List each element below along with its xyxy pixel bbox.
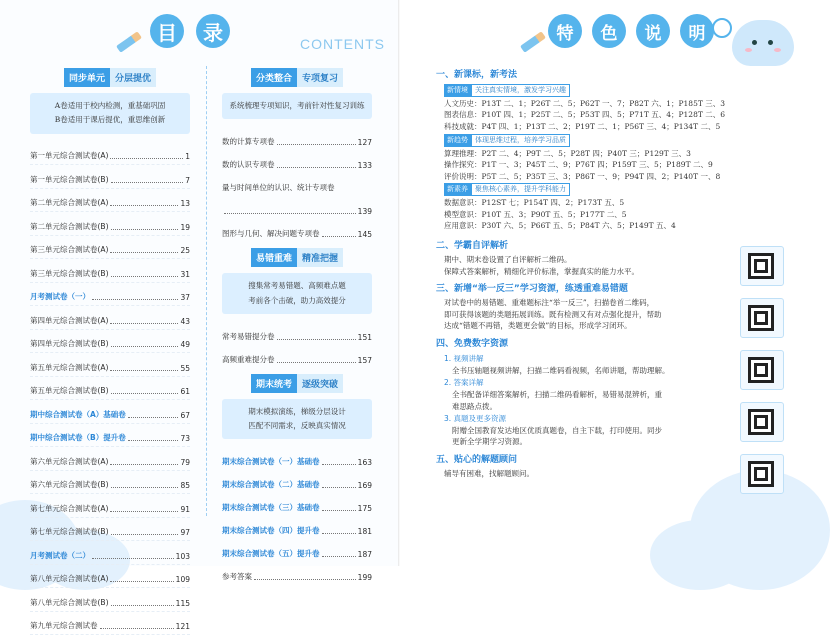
section-heading: 三、新增“举一反三”学习资源，练透重难易错题 bbox=[436, 283, 736, 297]
toc-entry-page: 55 bbox=[180, 364, 190, 373]
toc-entry[interactable] bbox=[30, 306, 190, 330]
toc-entry[interactable] bbox=[30, 236, 190, 260]
page-title bbox=[150, 14, 230, 48]
qr-code-icon[interactable] bbox=[748, 461, 774, 487]
feature-line: 保障式答案解析，精细化评价标准，掌握真实的能力水平。 bbox=[444, 266, 736, 278]
section-header bbox=[222, 248, 372, 267]
feature-line: 难思路点拨。 bbox=[444, 401, 736, 413]
subsection-heading: 3. 真题及更多资源 bbox=[444, 413, 736, 425]
toc-entry-title: 第四单元综合测试卷(B) bbox=[30, 338, 109, 349]
section-note bbox=[30, 93, 190, 134]
toc-page bbox=[0, 0, 400, 566]
feature-tag: 新趋势 体现思维过程，培养学习品质 bbox=[444, 134, 570, 147]
toc-entry-title: 期末综合测试卷（五）提升卷 bbox=[222, 548, 320, 559]
toc-entry-page: 133 bbox=[358, 161, 372, 170]
section-heading: 五、贴心的解题顾问 bbox=[436, 454, 736, 468]
feature-line: 算理推理：P2T 二、4；P9T 二、5；P28T 四；P40T 三；P129T 三、3 bbox=[444, 148, 736, 160]
toc-entry-page: 37 bbox=[180, 293, 190, 302]
title-char: 色 bbox=[592, 14, 626, 48]
feature-line: 操作探究：P1T 一、3；P45T 二、9；P76T 四；P159T 三、5；P189T 二、9 bbox=[444, 159, 736, 171]
toc-entry[interactable] bbox=[30, 400, 190, 424]
toc-entry[interactable] bbox=[222, 345, 372, 368]
feature-line: 达成“错题不再错，类题更会做”的目标，形成学习闭环。 bbox=[444, 320, 736, 332]
title-char: 目 bbox=[150, 14, 184, 48]
toc-entry-page: 157 bbox=[358, 356, 372, 365]
toc-entry-title: 数的计算专项卷 bbox=[222, 136, 275, 147]
pencil-icon bbox=[520, 31, 546, 52]
section-header bbox=[30, 68, 190, 87]
toc-entry[interactable] bbox=[30, 424, 190, 448]
title-char: 特 bbox=[548, 14, 582, 48]
toc-entry-page: 61 bbox=[180, 387, 190, 396]
toc-entry-page: 25 bbox=[180, 246, 190, 255]
toc-entry-page: 121 bbox=[176, 622, 190, 631]
toc-entry-page: 187 bbox=[358, 550, 372, 559]
features-page bbox=[400, 0, 800, 566]
feature-line: 模型意识：P10T 五、3；P90T 五、5；P177T 二、5 bbox=[444, 209, 736, 221]
toc-entry-title: 第二单元综合测试卷(B) bbox=[30, 221, 109, 232]
toc-entry[interactable] bbox=[222, 562, 372, 585]
toc-entry[interactable] bbox=[30, 565, 190, 589]
toc-entry-page: 145 bbox=[358, 230, 372, 239]
note-line: 期末模拟演练，梯级分层设计 bbox=[228, 405, 366, 419]
toc-entry-title: 月考测试卷（二） bbox=[30, 550, 90, 561]
divider bbox=[206, 66, 207, 516]
toc-entry-title: 第二单元综合测试卷(A) bbox=[30, 197, 108, 208]
note-line: A卷适用于校内检测，重基础巩固 bbox=[36, 99, 184, 113]
toc-entry[interactable] bbox=[222, 127, 372, 150]
toc-entry-title: 月考测试卷（一） bbox=[30, 291, 90, 302]
toc-entry[interactable] bbox=[222, 150, 372, 173]
note-line: 系统梳理专项知识，考前针对性复习训练 bbox=[228, 99, 366, 113]
toc-entry-title: 期末综合测试卷（三）基础卷 bbox=[222, 502, 320, 513]
toc-entry-title: 第四单元综合测试卷(A) bbox=[30, 315, 108, 326]
toc-column-left bbox=[30, 62, 190, 635]
toc-entry[interactable] bbox=[222, 516, 372, 539]
section-note bbox=[222, 273, 372, 314]
note-line: 匹配不同需求，反映真实情况 bbox=[228, 419, 366, 433]
toc-entry-page: 91 bbox=[180, 505, 190, 514]
toc-entry-title: 第八单元综合测试卷(A) bbox=[30, 573, 108, 584]
feature-line: 附赠全国教育发达地区优质真题卷，自主下载，打印使用。同步 bbox=[444, 425, 736, 437]
subsection-heading: 2. 答案详解 bbox=[444, 377, 736, 389]
feature-line: 更新全学期学习资源。 bbox=[444, 436, 736, 448]
toc-entry[interactable] bbox=[222, 447, 372, 470]
pencil-icon bbox=[116, 31, 142, 52]
toc-entry-page: 49 bbox=[180, 340, 190, 349]
feature-tag: 新素养 聚焦核心素养，提升学科能力 bbox=[444, 183, 570, 196]
feature-tag: 新情境 关注真实情境，激发学习兴趣 bbox=[444, 84, 570, 97]
section-subtitle: 逐级突破 bbox=[297, 374, 343, 393]
toc-entry[interactable] bbox=[30, 353, 190, 377]
feature-line: 数据意识：P12ST 七；P154T 四、2；P173T 五、5 bbox=[444, 197, 736, 209]
toc-entry-page: 73 bbox=[180, 434, 190, 443]
toc-entry[interactable] bbox=[30, 142, 190, 166]
toc-entry-page: 127 bbox=[358, 138, 372, 147]
feature-line: 即可获得该题的类题拓展训练。既有检测又有对点强化提升，帮助 bbox=[444, 309, 736, 321]
toc-entry[interactable] bbox=[222, 219, 372, 242]
section-note bbox=[222, 399, 372, 440]
toc-entry-title: 第五单元综合测试卷(B) bbox=[30, 385, 109, 396]
feature-line: 人文历史：P13T 二、1；P26T 二、5；P62T 一、7；P82T 六、1；P185T 三、3 bbox=[444, 98, 736, 110]
toc-entry-title: 第九单元综合测试卷 bbox=[30, 620, 98, 631]
toc-entry[interactable] bbox=[30, 283, 190, 307]
toc-entry-page: 7 bbox=[185, 176, 190, 185]
title-char: 明 bbox=[680, 14, 714, 48]
section-tag: 易错重难 bbox=[251, 248, 297, 267]
toc-entry-title: 量与时间单位的认识、统计专项卷 bbox=[222, 182, 335, 193]
toc-entry-title: 期中综合测试卷（A）基础卷 bbox=[30, 409, 126, 420]
toc-entry-page: 151 bbox=[358, 333, 372, 342]
section-header bbox=[222, 374, 372, 393]
section-heading: 二、学霸自评解析 bbox=[436, 240, 736, 254]
contents-label: CONTENTS bbox=[300, 36, 385, 52]
toc-entry-title: 参考答案 bbox=[222, 571, 252, 582]
toc-entry-page: 169 bbox=[358, 481, 372, 490]
toc-entry[interactable] bbox=[30, 518, 190, 542]
toc-entry[interactable] bbox=[222, 493, 372, 516]
toc-entry-title: 期末综合测试卷（一）基础卷 bbox=[222, 456, 320, 467]
toc-entry-title: 第六单元综合测试卷(B) bbox=[30, 479, 109, 490]
toc-entry[interactable] bbox=[30, 165, 190, 189]
subsection-heading: 1. 视频讲解 bbox=[444, 353, 736, 365]
toc-entry-page: 79 bbox=[180, 458, 190, 467]
toc-entry[interactable] bbox=[30, 330, 190, 354]
title-char: 录 bbox=[196, 14, 230, 48]
qr-code-icon[interactable] bbox=[748, 409, 774, 435]
toc-entry-title: 期末综合测试卷（二）基础卷 bbox=[222, 479, 320, 490]
toc-entry-page: 1 bbox=[185, 152, 190, 161]
toc-entry[interactable] bbox=[222, 322, 372, 345]
toc-entry-page: 19 bbox=[180, 223, 190, 232]
toc-entry-title: 常考易错提分卷 bbox=[222, 331, 275, 342]
note-line: 搜集常考易错题、高频难点题 bbox=[228, 279, 366, 293]
note-line: B卷适用于课后提优，重思维创新 bbox=[36, 113, 184, 127]
toc-entry[interactable] bbox=[222, 196, 372, 219]
toc-entry-title: 第六单元综合测试卷(A) bbox=[30, 456, 108, 467]
toc-entry-title: 图形与几何、解决问题专项卷 bbox=[222, 228, 320, 239]
toc-entry[interactable] bbox=[30, 494, 190, 518]
feature-line: 评价说明：P5T 二、5；P35T 三、3；P86T 一、9；P94T 四、2；P140T 一、8 bbox=[444, 171, 736, 183]
toc-entry[interactable] bbox=[30, 259, 190, 283]
toc-entry-page: 175 bbox=[358, 504, 372, 513]
toc-entry-page: 199 bbox=[358, 573, 372, 582]
toc-entry-page: 67 bbox=[180, 411, 190, 420]
feature-line: 全书压轴题视频讲解，扫描二维码看视频，名师讲题，帮助理解。 bbox=[444, 365, 736, 377]
toc-entry-title: 第七单元综合测试卷(B) bbox=[30, 526, 109, 537]
title-char: 说 bbox=[636, 14, 670, 48]
section-tag: 期末统考 bbox=[251, 374, 297, 393]
note-line: 考前各个击破，助力高效提分 bbox=[228, 294, 366, 308]
magnifier-icon bbox=[712, 18, 732, 38]
page-title bbox=[548, 14, 714, 48]
toc-entry[interactable] bbox=[222, 470, 372, 493]
toc-entry-page: 109 bbox=[176, 575, 190, 584]
feature-line: 科技成就：P4T 四、1；P13T 二、2；P19T 二、1；P56T 三、4；P134T 二、5 bbox=[444, 121, 736, 133]
toc-entry-page: 139 bbox=[358, 207, 372, 216]
toc-entry[interactable] bbox=[30, 377, 190, 401]
toc-entry[interactable] bbox=[30, 471, 190, 495]
feature-line: 辅导有困难，找解题顾问。 bbox=[444, 468, 736, 480]
toc-entry-page: 163 bbox=[358, 458, 372, 467]
section-subtitle: 精准把握 bbox=[297, 248, 343, 267]
toc-entry[interactable] bbox=[30, 612, 190, 635]
qr-code-icon[interactable] bbox=[748, 253, 774, 279]
toc-entry-title: 第八单元综合测试卷(B) bbox=[30, 597, 109, 608]
toc-entry-page: 13 bbox=[180, 199, 190, 208]
section-tag: 同步单元 bbox=[64, 68, 110, 87]
toc-entry-title: 数的认识专项卷 bbox=[222, 159, 275, 170]
toc-entry[interactable] bbox=[222, 173, 372, 196]
feature-list bbox=[436, 66, 736, 480]
toc-entry-title: 第一单元综合测试卷(A) bbox=[30, 150, 108, 161]
toc-entry[interactable] bbox=[30, 447, 190, 471]
toc-entry-title: 高频重难提分卷 bbox=[222, 354, 275, 365]
toc-column-right bbox=[222, 62, 372, 585]
toc-entry-title: 第三单元综合测试卷(B) bbox=[30, 268, 109, 279]
feature-line: 图表信息：P10T 四、1；P25T 二、5；P53T 四、5；P71T 五、4；P128T 二、6 bbox=[444, 109, 736, 121]
toc-entry-title: 期末综合测试卷（四）提升卷 bbox=[222, 525, 320, 536]
toc-entry-page: 181 bbox=[358, 527, 372, 536]
section-header bbox=[222, 68, 372, 87]
toc-entry-title: 第七单元综合测试卷(A) bbox=[30, 503, 108, 514]
toc-entry-title: 第五单元综合测试卷(A) bbox=[30, 362, 108, 373]
cloud-decoration bbox=[650, 520, 750, 590]
toc-entry[interactable] bbox=[222, 539, 372, 562]
toc-entry-title: 第一单元综合测试卷(B) bbox=[30, 174, 109, 185]
feature-line: 应用意识：P30T 六、5；P66T 五、5；P84T 六、5；P149T 五、4 bbox=[444, 220, 736, 232]
toc-entry-page: 43 bbox=[180, 317, 190, 326]
feature-line: 期中、期末卷设置了自评解析二维码。 bbox=[444, 254, 736, 266]
section-heading: 一、新课标，新考法 bbox=[436, 69, 736, 83]
toc-entry-page: 115 bbox=[176, 599, 190, 608]
section-heading: 四、免费数字资源 bbox=[436, 338, 736, 352]
toc-entry[interactable] bbox=[30, 541, 190, 565]
toc-entry-page: 103 bbox=[176, 552, 190, 561]
qr-code-icon[interactable] bbox=[748, 305, 774, 331]
feature-line: 全书配备详细答案解析，扫描二维码看解析，易错易混辨析，重 bbox=[444, 389, 736, 401]
toc-entry-title: 第三单元综合测试卷(A) bbox=[30, 244, 108, 255]
cloud-mascot-icon bbox=[732, 20, 794, 66]
toc-entry-page: 31 bbox=[180, 270, 190, 279]
section-subtitle: 分层提优 bbox=[110, 68, 156, 87]
toc-entry[interactable] bbox=[30, 189, 190, 213]
section-tag: 分类整合 bbox=[251, 68, 297, 87]
toc-entry[interactable] bbox=[30, 212, 190, 236]
toc-entry-page: 85 bbox=[180, 481, 190, 490]
feature-line: 对试卷中的易错题、重难题标注“举一反三”，扫描卷首二维码， bbox=[444, 297, 736, 309]
section-subtitle: 专项复习 bbox=[297, 68, 343, 87]
toc-entry-page: 97 bbox=[180, 528, 190, 537]
toc-entry[interactable] bbox=[30, 588, 190, 612]
toc-entry-title: 期中综合测试卷（B）提升卷 bbox=[30, 432, 126, 443]
qr-code-icon[interactable] bbox=[748, 357, 774, 383]
section-note bbox=[222, 93, 372, 119]
